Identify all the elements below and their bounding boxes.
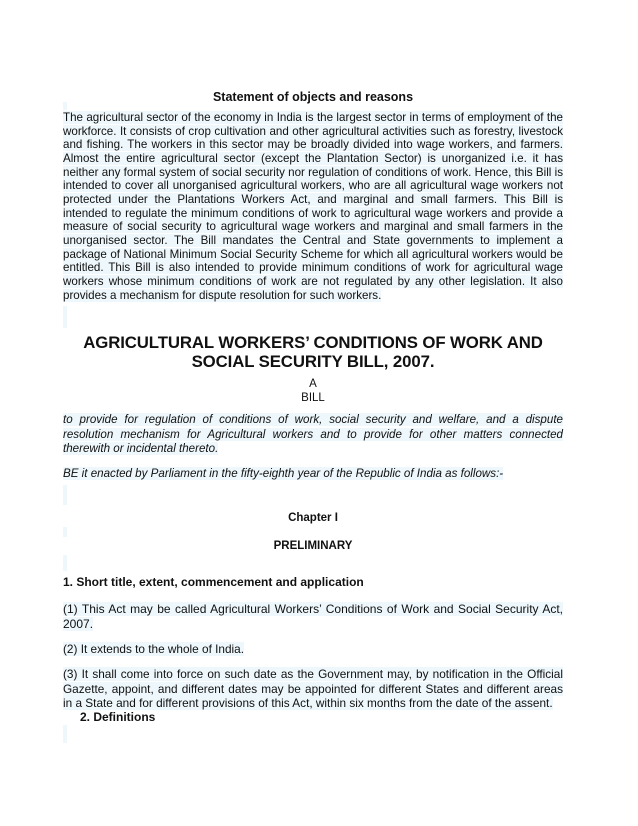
section-1-heading: 1. Short title, extent, commencement and application [63, 575, 364, 589]
bill-article: A [309, 378, 317, 390]
bill-title: AGRICULTURAL WORKERS’ CONDITIONS OF WORK AND SOCIAL SECURITY BILL, 2007. [83, 333, 543, 371]
chapter-name: PRELIMINARY [273, 540, 353, 552]
statement-body-text: The agricultural sector of the economy in India is the largest sector in terms of employment of the workforce. It consists of crop cultivation and other agricultural activities such as forestry, livestock and fishing. The workers in this sector may be broadly divided into wage workers, and farmers. Almost the entire agricultural sector (except the Plantation Sector) is unorganized i.e. it has neither any formal system of social security nor regulation of conditions of work. Hence, this Bill is intended to cover all unorganised agricultural workers, who are all agricultural wage workers not protected under the Plantations Workers Act, and marginal and small farmers. This Bill is intended to regulate the minimum conditions of work to agricultural wage workers and provide a measure of social security to agricultural wage workers and marginal and small farmers in the unorganised sector. The Bill mandates the Central and State governments to implement a package of National Minimum Social Security Scheme for which all agricultural workers would be entitled. This Bill is also intended to provide minimum conditions of work for agricultural wage workers whose minimum conditions of work are not regulated by any other legislation. It also provides a mechanism for dispute resolution for such workers. [63, 111, 563, 302]
chapter-number: Chapter I [288, 512, 338, 524]
text-marker [63, 485, 67, 505]
statement-title: Statement of objects and reasons [212, 90, 414, 104]
section-2-heading: 2. Definitions [80, 710, 156, 724]
statement-body [63, 111, 563, 302]
section-1-clause-3 [63, 667, 563, 711]
enacting-clause-text: BE it enacted by Parliament in the fifty-eighth year of the Republic of India as follows:- [63, 467, 504, 480]
section-1-clause-1 [63, 602, 563, 632]
text-marker [63, 306, 67, 328]
section-1-clause-2 [63, 642, 563, 656]
section-1-clause-3-text: (3) It shall come into force on such date as the Government may, by notification in the Official Gazette, appoint, and different dates may be appointed for different States and different areas in a State and for different provisions of this Act, within six months from the date of the assent. [63, 667, 563, 711]
section-1-clause-1-text: (1) This Act may be called Agricultural Workers’ Conditions of Work and Social Security Act, 2007. [63, 602, 563, 631]
text-marker [63, 725, 67, 743]
bill-purpose-text: to provide for regulation of conditions of work, social security and welfare, and a dispute resolution mechanism for Agricultural workers and to provide for other matters connected therewith or incidental thereto. [63, 413, 563, 455]
enacting-clause [63, 467, 563, 480]
bill-label: BILL [301, 392, 325, 404]
section-1-clause-2-text: (2) It extends to the whole of India. [63, 642, 244, 656]
bill-purpose [63, 413, 563, 457]
text-marker [63, 527, 67, 537]
text-marker [63, 555, 67, 571]
